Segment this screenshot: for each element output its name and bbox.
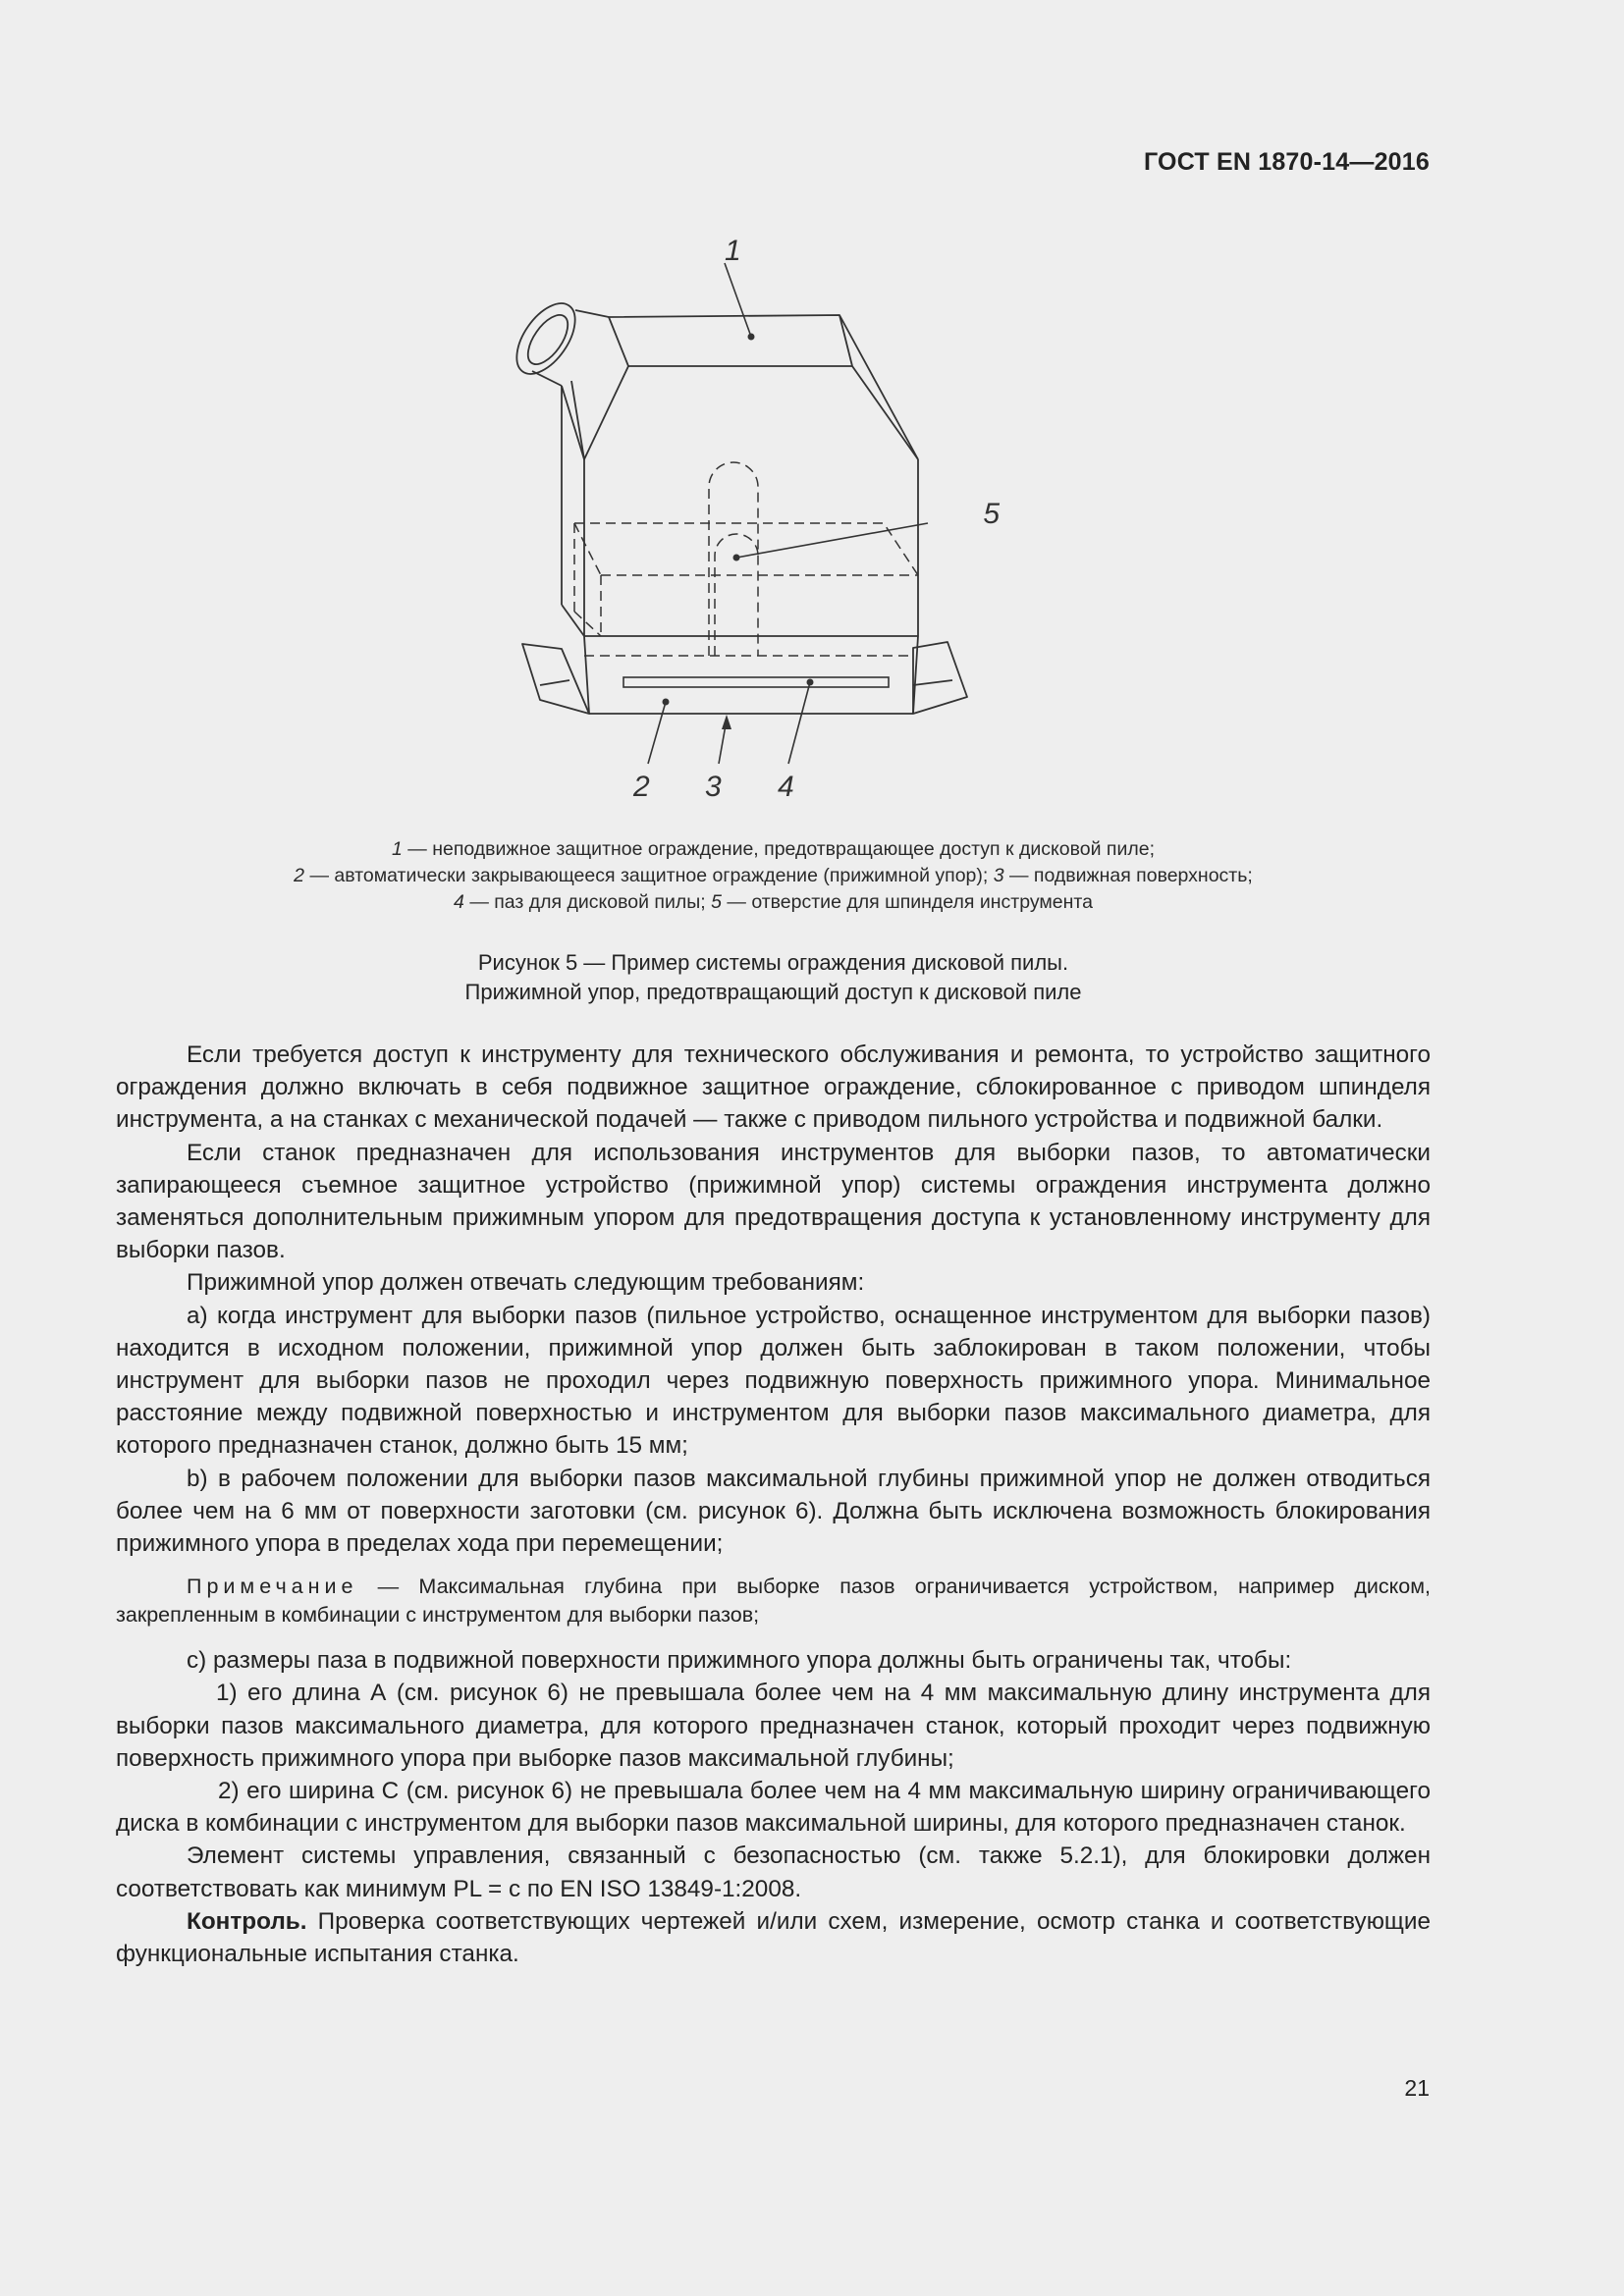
- control-label: Контроль.: [187, 1907, 307, 1935]
- caption-line-1: Рисунок 5 — Пример системы ограждения дисковой пилы.: [477, 950, 1069, 975]
- hidden-box-top: [574, 523, 918, 575]
- requirement-a: а) когда инструмент для выборки пазов (пильное устройство, оснащенное инструментом для выборки пазов) находится в исходном положении, прижимной упор должен быть заблокирован в таком положении, чтобы инструмент для выборки пазов не проходил через подвижную поверхность прижимного упора. Минимальное расстояние между подвижной поверхностью и инструментом для выборки пазов максимального диаметра, для которого предназначен станок, должно быть 15 мм;: [116, 1302, 1431, 1460]
- callout-3: 3: [705, 771, 722, 803]
- page-number: 21: [1404, 2075, 1430, 2101]
- figure-caption: [118, 948, 1429, 1007]
- paragraph-4: Элемент системы управления, связанный с безопасностью (см. также 5.2.1), для блокировки должен соответствовать как минимум PL = c по EN ISO 13849-1:2008.: [116, 1842, 1431, 1902]
- right-flap-fold: [913, 680, 952, 685]
- saw-guard-diagram: [511, 224, 1001, 813]
- body-text: [116, 1039, 1431, 1970]
- document-id-header: ГОСТ EN 1870-14—2016: [1144, 148, 1430, 176]
- control-paragraph: [116, 1905, 1431, 1970]
- guard-roof: [609, 315, 918, 459]
- leader-2: [648, 702, 666, 764]
- leader-1-dot: [748, 334, 755, 341]
- leader-3-arrow: [722, 715, 731, 729]
- requirement-b: b) в рабочем положении для выборки пазов максимальной глубины прижимной упор не должен отводиться более чем на 6 мм от поверхности заготовки (см. рисунок 6). Должна быть исключена возможность блокирования прижимного упора в пределах хода при перемещении;: [116, 1465, 1431, 1558]
- leader-5: [736, 523, 928, 558]
- nozzle-funnel-inner: [571, 381, 584, 459]
- nozzle-edge-top: [575, 310, 609, 317]
- nozzle-edge-bottom: [532, 371, 562, 386]
- saw-slot: [623, 677, 889, 687]
- note-text: — Максимальная глубина при выборке пазов ограничивается устройством, например диском, закрепленным в комбинации с инструментом для выборки пазов;: [116, 1575, 1431, 1628]
- paragraph-1: Если требуется доступ к инструменту для технического обслуживания и ремонта, то устройство защитного ограждения должно включать в себя подвижное защитное ограждение, сблокированное с приводом шпинделя инструмента, а на станках с механической подачей — также с приводом пильного устройства и подвижной балки.: [116, 1041, 1431, 1134]
- spindle-opening-front: [715, 534, 758, 656]
- hidden-box-bottom: [574, 612, 601, 636]
- nozzle-inner-ellipse: [520, 308, 575, 371]
- callout-5: 5: [983, 498, 1000, 530]
- leader-1: [725, 263, 751, 337]
- paragraph-3: Прижимной упор должен отвечать следующим требованиям:: [187, 1269, 865, 1297]
- caption-line-2: Прижимной упор, предотвращающий доступ к дисковой пиле: [464, 980, 1082, 1004]
- left-flap: [522, 644, 589, 714]
- callout-2: 2: [633, 771, 650, 803]
- callout-1: 1: [725, 235, 741, 267]
- right-flap: [913, 642, 967, 714]
- note: [116, 1573, 1431, 1629]
- hidden-box-front-top: [574, 523, 601, 575]
- requirement-c-2: 2) его ширина С (см. рисунок 6) не превышала более чем на 4 мм максимальную ширину ограничивающего диска в комбинации с инструментом для выборки пазов максимальной ширины, для которого предназначен станок.: [116, 1778, 1431, 1838]
- control-text: Проверка соответствующих чертежей и/или схем, измерение, осмотр станка и соответствующие функциональные испытания станка.: [116, 1907, 1431, 1968]
- figure-5-drawing: [511, 224, 1001, 813]
- left-flap-fold: [540, 680, 569, 685]
- guard-lower-edge: [562, 605, 584, 636]
- leader-4: [788, 682, 810, 764]
- guard-roof-right-slope: [852, 366, 918, 459]
- legend-line-3: 4 — паз для дисковой пилы; 5 — отверстие для шпинделя инструмента: [454, 891, 1093, 913]
- legend-line-2: 2 — автоматически закрывающееся защитное ограждение (прижимной упор); 3 — подвижная поверхность;: [294, 865, 1253, 886]
- guard-roof-right-edge: [839, 315, 852, 366]
- legend-line-1: 1 — неподвижное защитное ограждение, предотвращающее доступ к дисковой пиле;: [392, 838, 1155, 860]
- leader-2-dot: [663, 699, 670, 706]
- requirement-c: c) размеры паза в подвижной поверхности прижимного упора должны быть ограничены так, чтобы:: [187, 1647, 1292, 1675]
- leader-5-dot: [733, 555, 740, 561]
- callout-4: 4: [778, 771, 794, 803]
- figure-legend: [118, 836, 1429, 916]
- note-label: Примечание: [187, 1575, 358, 1599]
- requirement-c-1: 1) его длина А (см. рисунок 6) не превышала более чем на 4 мм максимальную длину инструмента для выборки пазов максимального диаметра, для которого предназначен станок, который проходит через подвижную поверхность прижимного упора при выборке пазов максимальной глубины;: [116, 1680, 1431, 1772]
- nozzle-outer-ellipse: [511, 294, 587, 384]
- paragraph-2: Если станок предназначен для использования инструментов для выборки пазов, то автоматически запирающееся съемное защитное устройство (прижимной упор) системы ограждения инструмента должно заменяться дополнительным прижимным упором для предотвращения доступа к установленному инструменту для выборки пазов.: [116, 1139, 1431, 1264]
- leader-4-dot: [807, 679, 814, 686]
